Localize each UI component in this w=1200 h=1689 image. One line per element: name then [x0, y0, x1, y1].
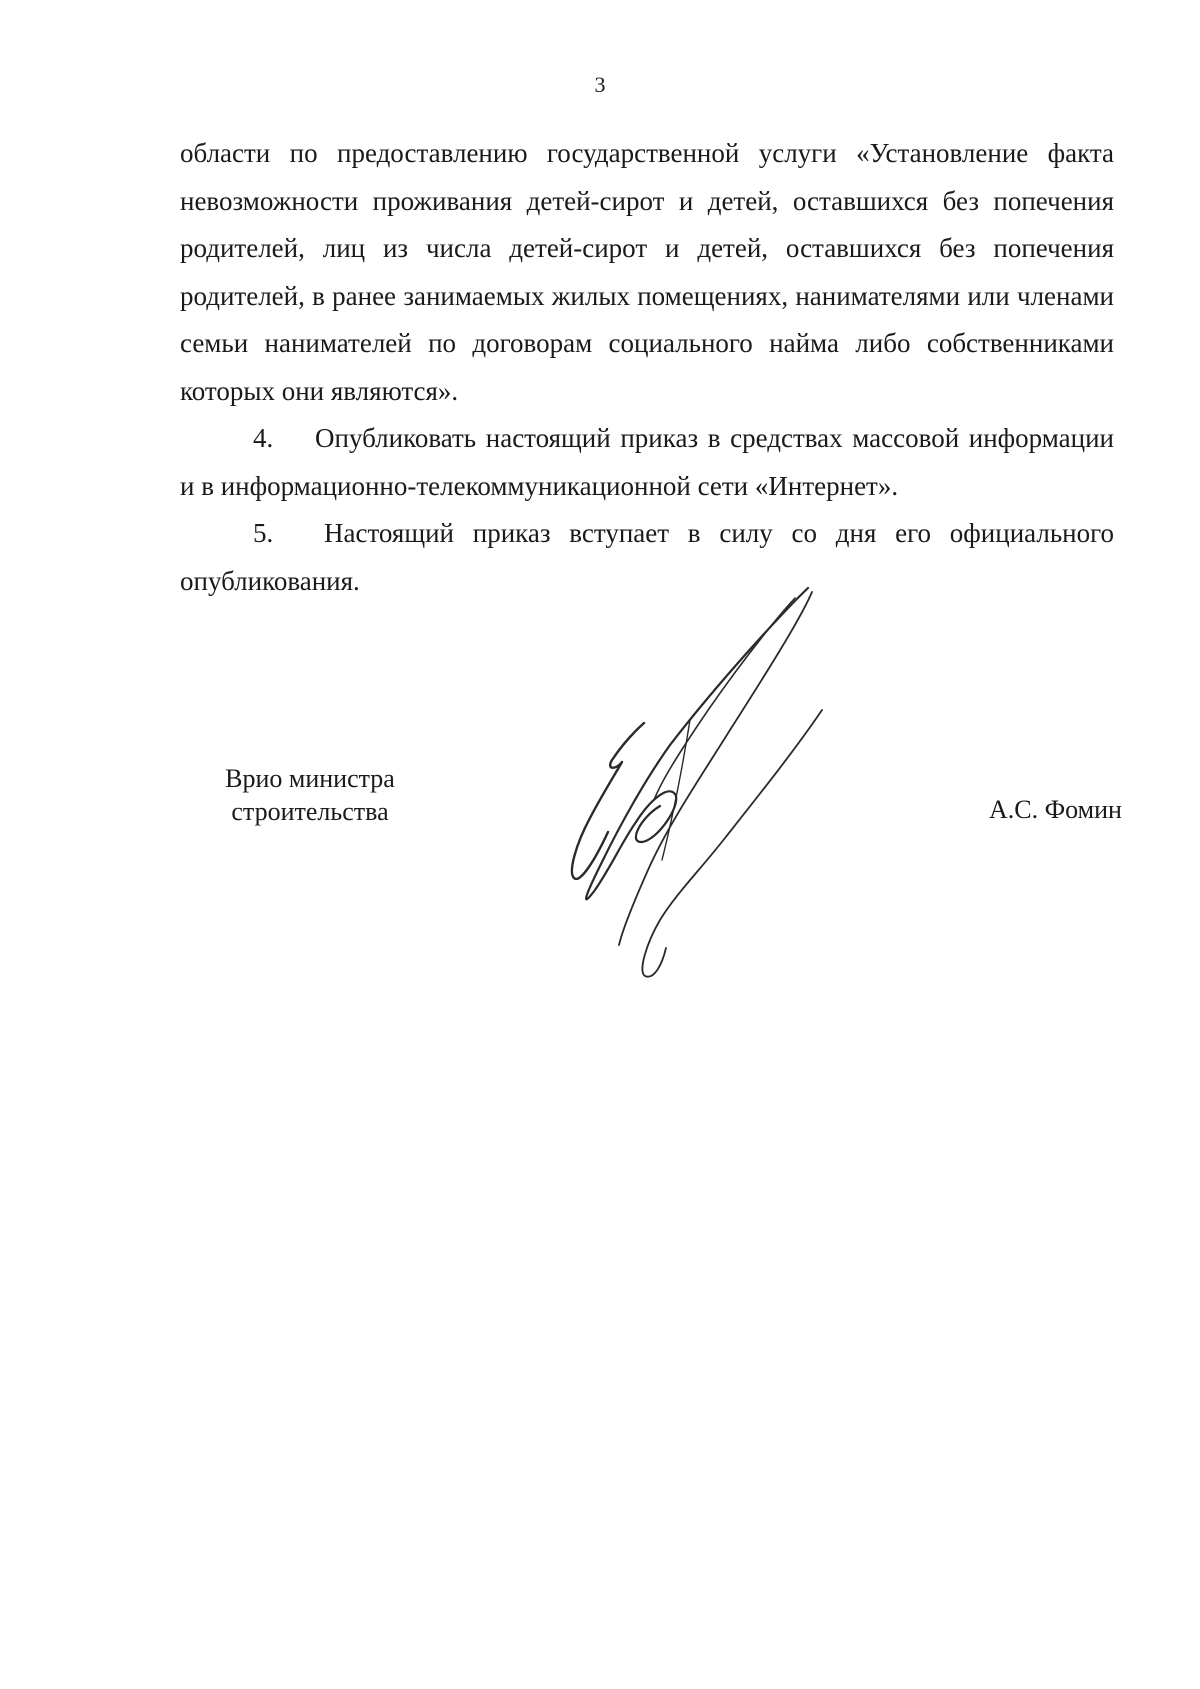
continuation-paragraph: области по предоставлению государственной услуги «Установление факта невозможности проживания детей-сирот и детей, оставшихся без попечения родителей, лиц из числа детей-сирот и детей, оставшихся без попечения родителей, в ранее занимаемых жилых помещениях, нанимателями или членами семьи нанимателей по договорам социального найма либо собственниками которых они являются».: [180, 138, 1114, 406]
handwritten-signature: [550, 580, 850, 980]
signature-stroke-loop: [619, 592, 812, 945]
list-item-text: Опубликовать настоящий приказ в средствах массовой информации и в информационно-телекоммуникационной сети «Интернет».: [180, 423, 1114, 501]
signatory-title: [200, 762, 420, 828]
signature-stroke-main: [586, 588, 808, 899]
signatory-name: А.С. Фомин: [989, 795, 1122, 824]
list-item-text: Настоящий приказ вступает в силу со дня его официального опубликования.: [180, 518, 1114, 596]
list-item-number: 4.: [253, 423, 274, 453]
list-item-4: [180, 415, 1114, 510]
list-item-number: 5.: [253, 518, 274, 548]
signatory-title-line-1: Врио министра: [225, 764, 395, 793]
document-body: [180, 130, 1114, 605]
signature-stroke-flourish: [662, 720, 690, 860]
signature-stroke-inner: [654, 598, 795, 800]
signatory-title-line-2: строительства: [231, 797, 389, 826]
page-number: 3: [594, 72, 606, 97]
signature-stroke-tail: [642, 710, 822, 977]
